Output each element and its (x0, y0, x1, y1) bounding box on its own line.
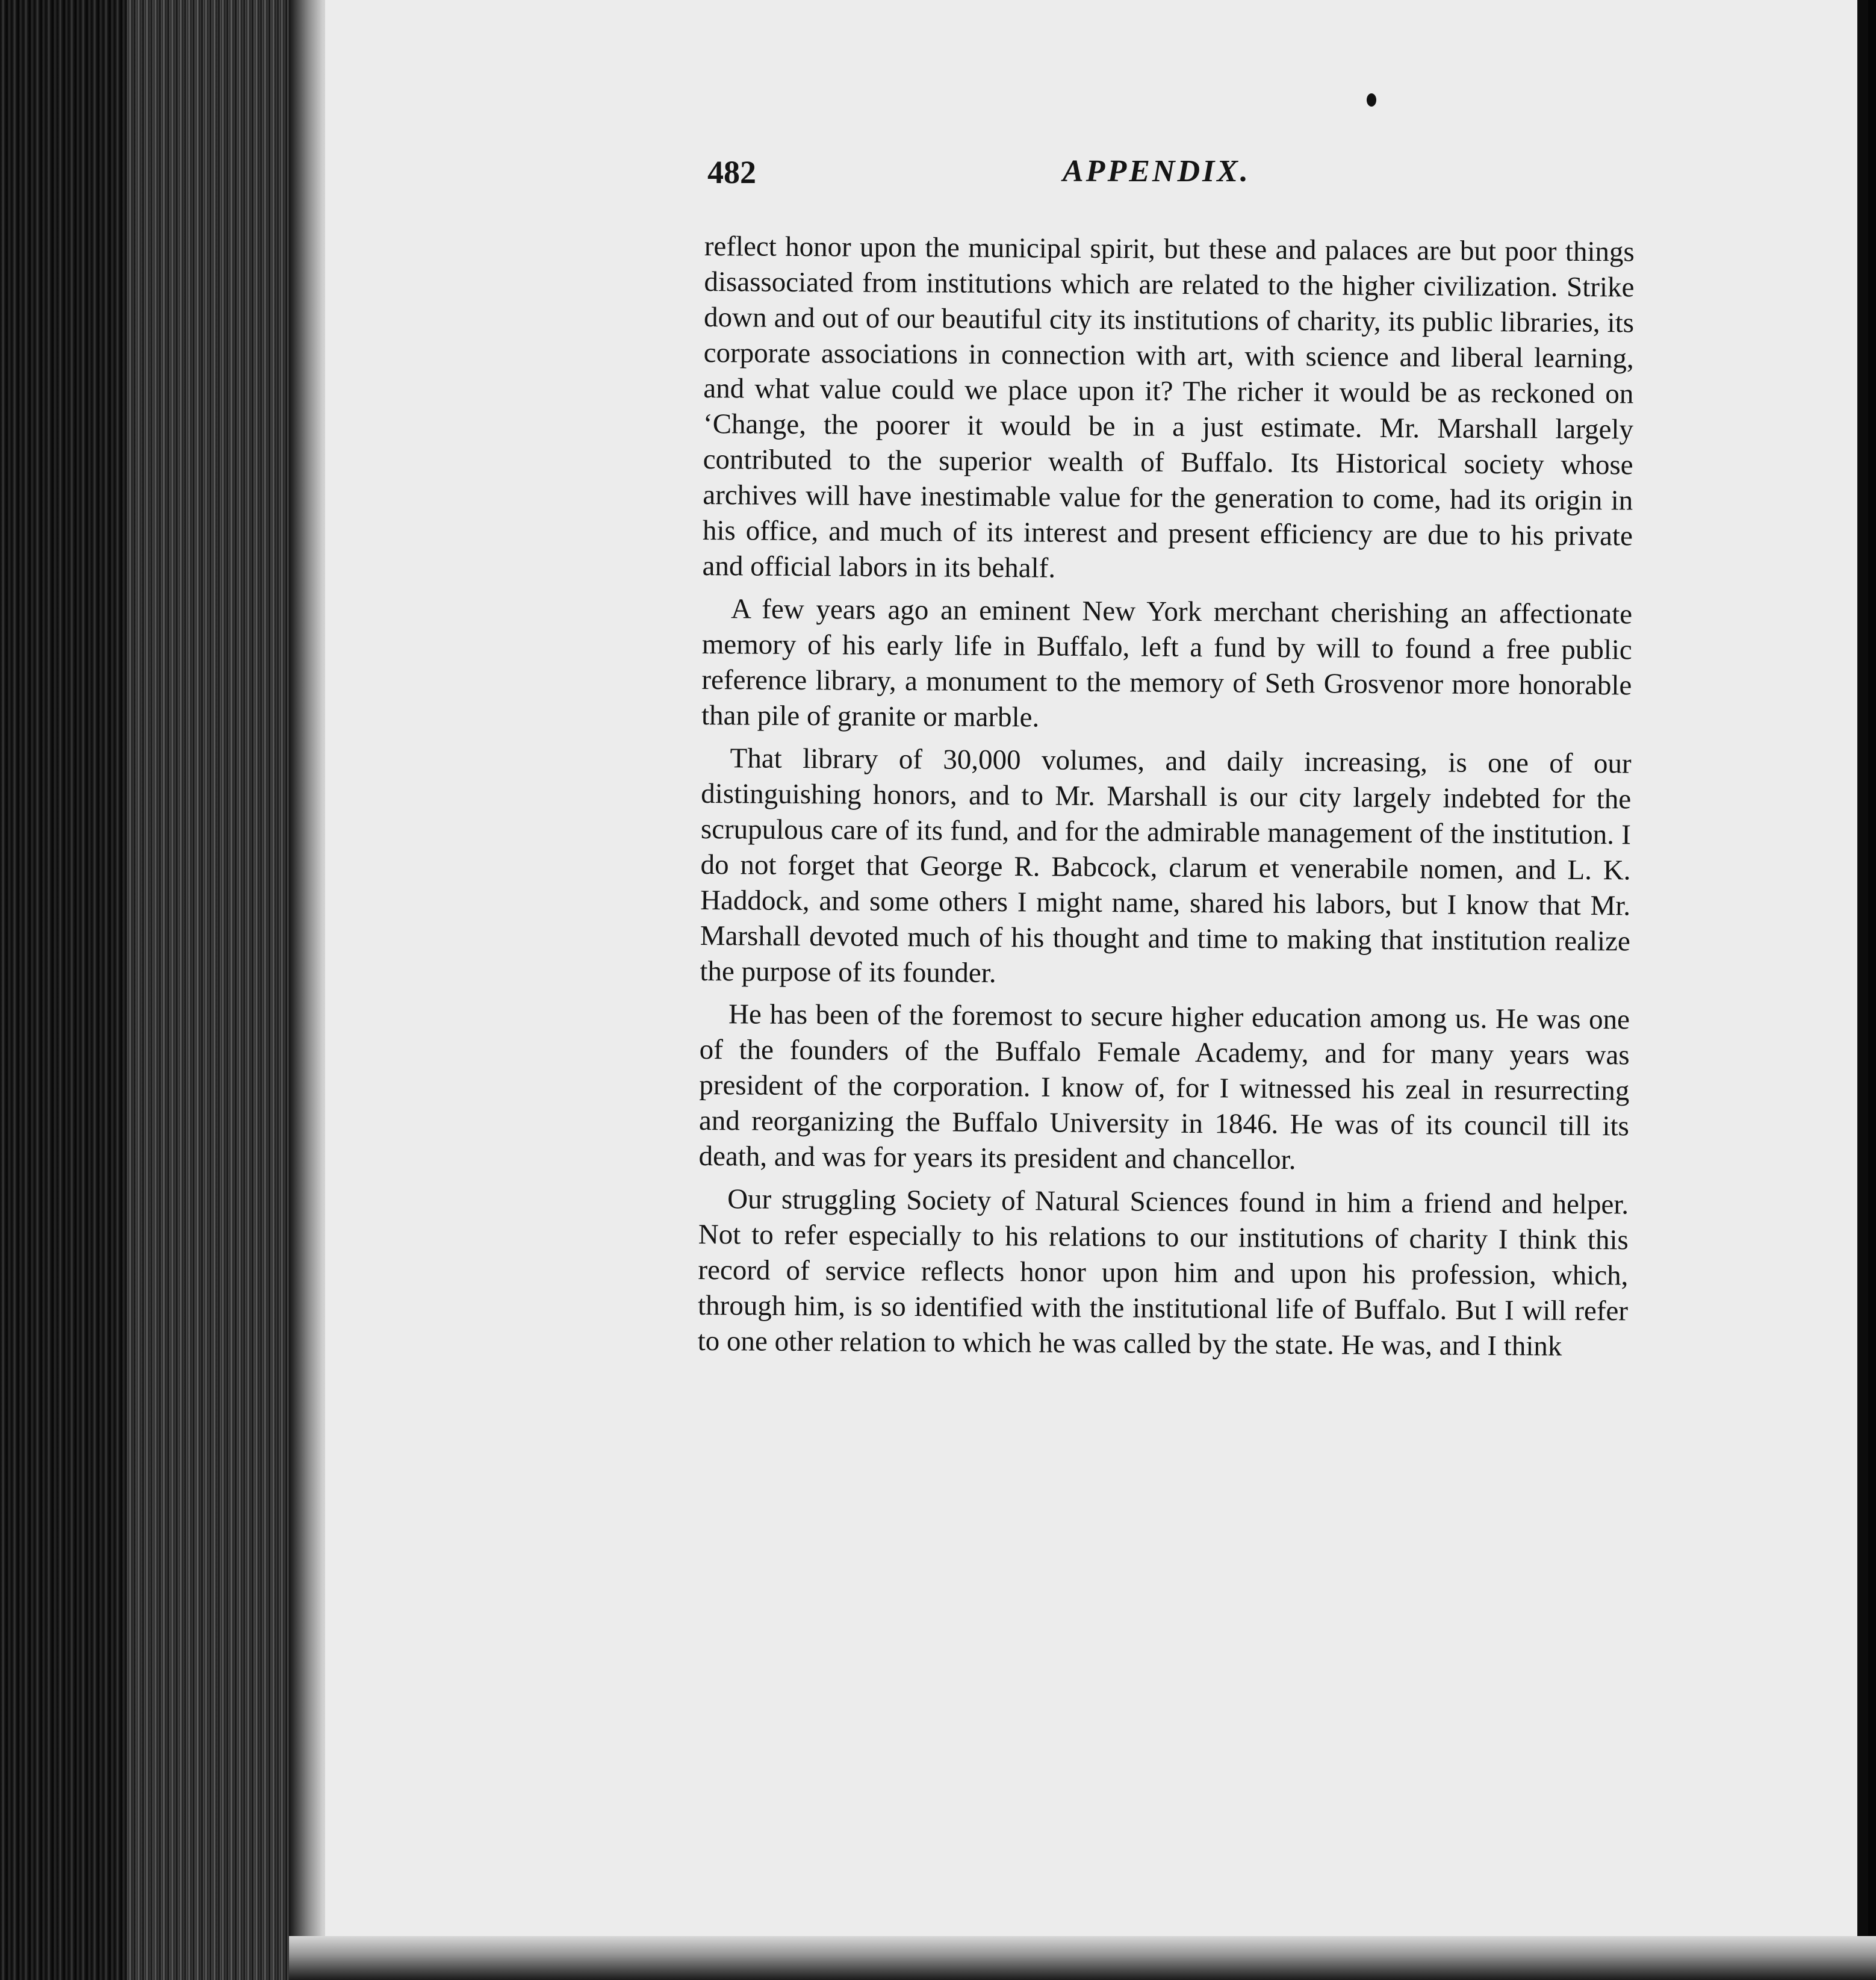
page-bottom-edge (289, 1936, 1876, 1980)
paragraph-3: That library of 30,000 volumes, and daily increasing, is one of our distinguishing honors, and to Mr. Marshall is our city largely indebted for the scrupulous care of its fund, and for the admirable management of the institution. I do not forget that George R. Babcock, clarum et venerabile nomen, and L. K. Haddock, and some others I might name, shared his labors, but I know that Mr. Marshall devoted much of his thought and time to making that institution realize the purpose of its founder. (700, 742, 1632, 989)
running-head (707, 154, 1285, 202)
book-fore-edge (126, 0, 307, 1980)
section-title: APPENDIX. (1063, 154, 1250, 188)
paragraph-2: A few years ago an eminent New York merchant cherishing an affectionate memory of his early life in Buffalo, left a fund by will to found a free public reference library, a monument to the memory of Seth Grosvenor more honorable than pile of granite or marble. (701, 593, 1633, 733)
paragraph-1: reflect honor upon the municipal spirit, but these and palaces are but poor things disassociated from institutions which are related to the higher civilization. Strike down and out of our beautiful city its institutions of charity, its public libraries, its corporate associations in connection with art, with science and liberal learning, and what value could we place upon it? The richer it would be as reckoned on ‘Change, the poorer it would be in a just estimate. Mr. Marshall largely contributed to the superior wealth of Buffalo. Its Historical society whose archives will have inestimable value for the generation to come, had its origin in his office, and much of its interest and present efficiency are due to his private and official labors in its behalf. (702, 230, 1635, 584)
paragraph-4: He has been of the foremost to secure higher education among us. He was one of the founders of the Buffalo Female Academy, and for many years was president of the corporation. I know of, for I witnessed his zeal in resurrecting and reorganizing the Buffalo University in 1846. He was of its council till its death, and was for years its president and chancellor. (698, 998, 1630, 1176)
page-number: 482 (707, 154, 756, 190)
ink-mark (1367, 93, 1376, 107)
paragraph-5: Our struggling Society of Natural Sciences found in him a friend and helper. Not to refer especially to his relations to our institutions of charity I think this record of service reflects honor upon him and upon his profession, which, through him, is so identified with the institutional life of Buffalo. But I will refer to one other relation to which he was called by the state. He was, and I think (697, 1183, 1629, 1362)
body-text (697, 229, 1635, 1372)
